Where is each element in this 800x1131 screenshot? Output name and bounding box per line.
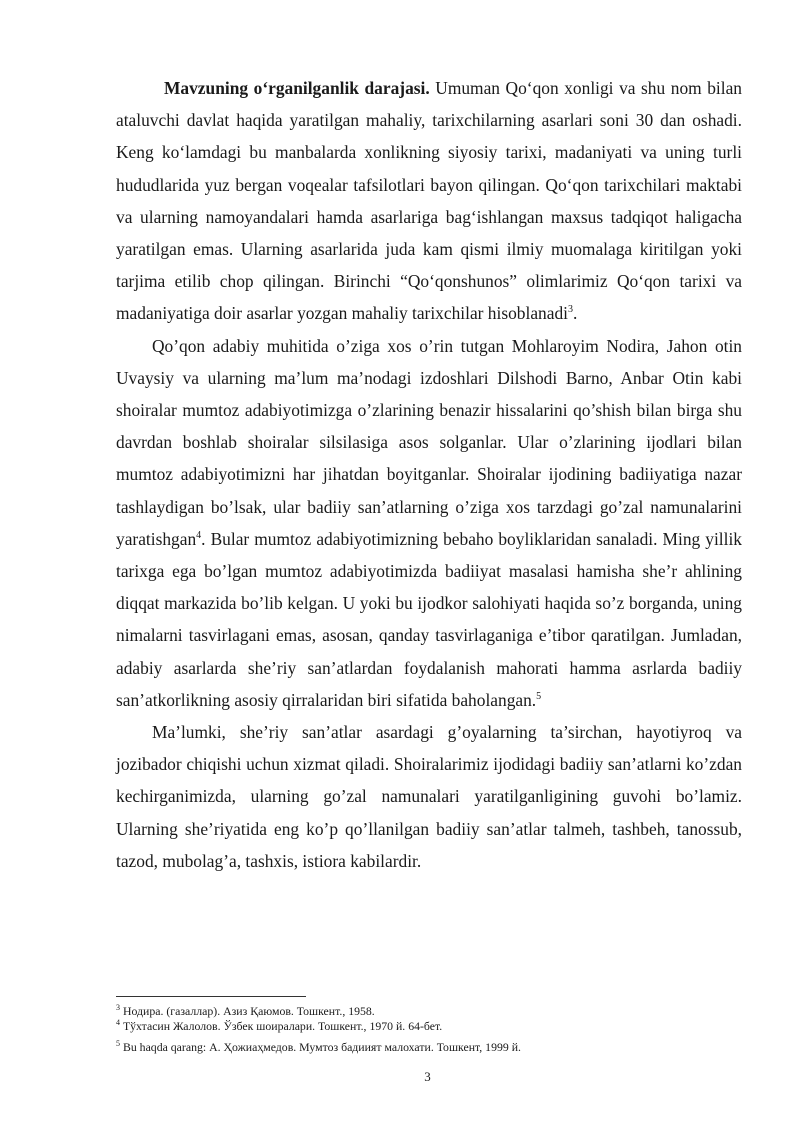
paragraph-1-text: Umuman Qo‘qon xonligi va shu nom bilan ataluvchi davlat haqida yaratilgan mahaliy, tarixchilarning asarlari soni 30 dan oshadi. Keng ko‘lamdagi bu manbalarda xonlikning siyosiy tarixi, madaniyati va uning turli hududlarida yuz bergan voqealar tafsilotlari bayon qilingan. Qo‘qon tarixchilari maktabi va ularning namoyandalari hamda asarlariga bag‘ishlangan maxsus tadqiqot haligacha yaratilgan emas. Ularning asarlarida juda kam qismi ilmiy muomalaga kiritilgan yoki tarjima etilib chop qilingan. Birinchi “Qo‘qonshunos” olimlarimiz Qo‘qon tarixi va madaniyatiga doir asarlar yozgan mahaliy tarixchilar hisoblanadi xyxy=(116,78,742,324)
footnote-text: Нодира. (газаллар). Азиз Қаюмов. Тошкент., 1958. xyxy=(120,1004,375,1018)
footnote-number: 5 xyxy=(116,1039,120,1049)
page-number: 3 xyxy=(424,1069,431,1084)
footnote-divider xyxy=(116,996,306,997)
footnote-ref-4[interactable]: 4 xyxy=(196,530,202,542)
section-lead-heading: Mavzuning o‘rganilganlik darajasi. xyxy=(164,78,430,98)
footnote-text: Тўхтасин Жалолов. Ўзбек шоиралари. Тошкент., 1970 й. 64-бет. xyxy=(120,1019,443,1033)
footnotes xyxy=(116,1004,742,1055)
paragraph-2 xyxy=(116,330,742,716)
footnote-5 xyxy=(116,1040,742,1055)
footnote-4 xyxy=(116,1019,742,1034)
footnote-number: 4 xyxy=(116,1018,120,1028)
paragraph-3-text: Ma’lumki, she’riy san’atlar asardagi g’oyalarning ta’sirchan, hayotiyroq va jozibador chiqishi uchun xizmat qiladi. Shoiralarimiz ijodidagi badiiy san’atlarni ko’zdan kechirganimizda, ularning go’zal namunalari yaratilganligining guvohi bo’lamiz. Ularning she’riyatida eng ko’p qo’llanilgan badiiy san’atlar talmeh, tashbeh, tanossub, tazod, mubolag’a, tashxis, istiora kabilardir. xyxy=(116,722,742,871)
paragraph-1 xyxy=(116,72,742,330)
paragraph-1-end: . xyxy=(573,303,578,324)
footnote-ref-3[interactable]: 3 xyxy=(568,304,573,316)
footnote-3 xyxy=(116,1004,742,1019)
footnote-text: Bu haqda qarang: А. Ҳожиаҳмедов. Мумтоз бадиият малохати. Тошкент, 1999 й. xyxy=(120,1040,521,1054)
footnote-ref-5[interactable]: 5 xyxy=(536,691,542,703)
body-text xyxy=(116,72,742,877)
paragraph-3 xyxy=(116,716,742,877)
footnote-number: 3 xyxy=(116,1003,120,1013)
paragraph-2-continued: . Bular mumtoz adabiyotimizning bebaho boyliklaridan sanaladi. Ming yillik tarixga ega bo’lgan mumtoz adabiyotimizda badiiyat masalasi hamisha she’r ahlining diqqat markazida bo’lib kelgan. U yoki bu ijodkor salohiyati haqida so’z borganda, uning nimalarni tasvirlagani emas, asosan, qanday tasvirlaganiga e’tibor qaratilgan. Jumladan, adabiy asarlarda she’riy san’atlardan foydalanish mahorati hamma asrlarda badiiy san’atkorlikning asosiy qirralaridan biri sifatida baholangan. xyxy=(116,528,742,710)
paragraph-2-text: Qo’qon adabiy muhitida o’ziga xos o’rin tutgan Mohlaroyim Nodira, Jahon otin Uvaysiy va ularning ma’lum ma’nodagi izdoshlari Dilshodi Barno, Anbar Otin kabi shoiralar mumtoz adabiyotimizga o’zlarining benazir hissalarini qo’shish bilan birga shu davrdan boshlab shoiralar silsilasiga asos solganlar. Ular o’zlarining ijodlari bilan mumtoz adabiyotimizni har jihatdan boyitganlar. Shoiralar ijodining badiiyatiga nazar tashlaydigan bo’lsak, ular badiiy san’atlarning o’ziga xos tarzdagi go’zal namunalarini yaratishgan xyxy=(116,335,742,549)
